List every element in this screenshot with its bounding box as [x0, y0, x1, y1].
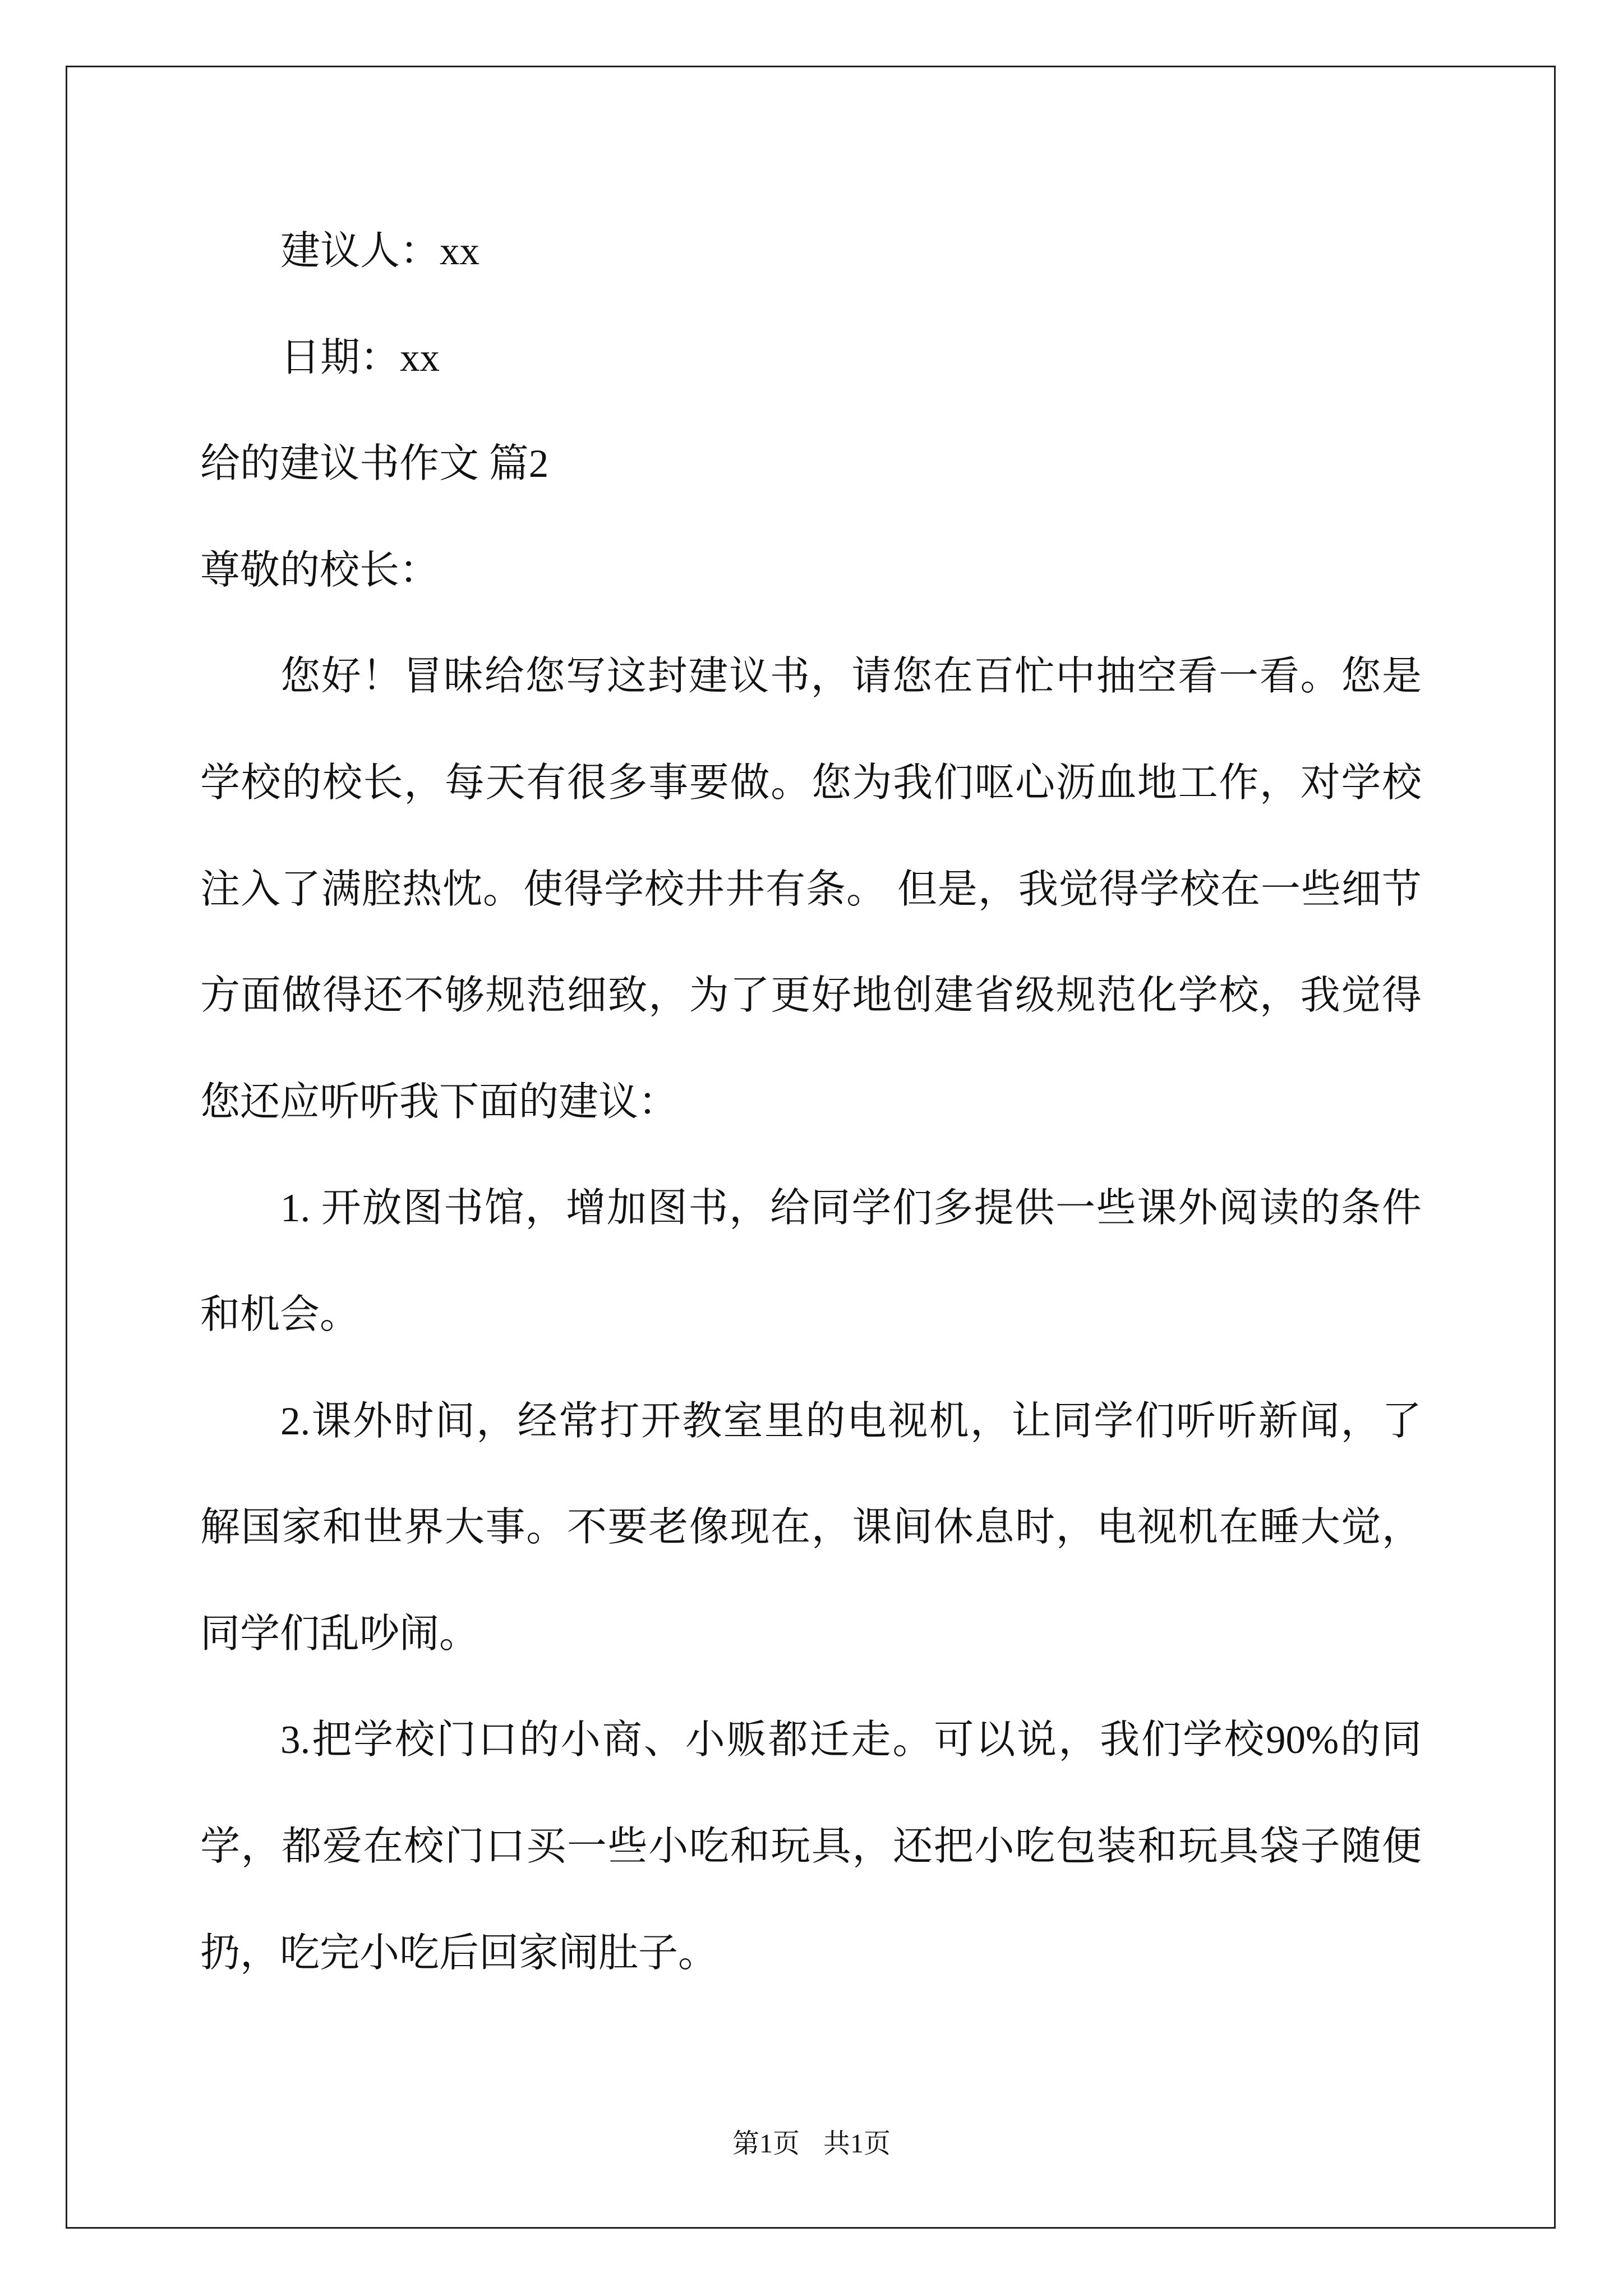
paragraph-suggestion-3 [200, 1687, 1422, 2007]
body-line: 方面做得还不够规范细致，为了更好地创建省级规范化学校，我觉得 [200, 974, 1422, 1018]
body-line: 和机会。 [200, 1292, 360, 1337]
body-line: 注入了满腔热忱。使得学校井井有条。 但是，我觉得学校在一些细节 [200, 867, 1422, 912]
page-number: 第1页 [732, 2129, 800, 2159]
document-body [200, 199, 1422, 2007]
body-line: 3.把学校门口的小商、小贩都迁走。可以说，我们学校90%的同 [280, 1718, 1422, 1763]
salutation: 尊敬的校长： [200, 548, 440, 592]
body-line: 您好！冒昧给您写这封建议书，请您在百忙中抽空看一看。您是 [280, 655, 1422, 699]
body-line: 您还应听听我下面的建议： [200, 1080, 679, 1124]
body-line: 2.课外时间，经常打开教室里的电视机，让同学们听听新闻，了 [280, 1399, 1422, 1443]
body-line: 学校的校长，每天有很多事要做。您为我们呕心沥血地工作，对学校 [200, 761, 1422, 805]
page-total: 共1页 [823, 2129, 891, 2159]
date-line: 日期：xx [280, 335, 440, 380]
body-line: 1. 开放图书馆，增加图书，给同学们多提供一些课外阅读的条件 [280, 1186, 1422, 1231]
signer-line: 建议人：xx [280, 229, 480, 273]
section-heading: 给的建议书作文 篇2 [200, 442, 549, 486]
body-line: 扔，吃完小吃后回家闹肚子。 [200, 1931, 718, 1975]
body-line: 同学们乱吵闹。 [200, 1612, 479, 1656]
paragraph-opening [200, 624, 1422, 1156]
paragraph-suggestion-2 [200, 1369, 1422, 1688]
paragraph-suggestion-1 [200, 1156, 1422, 1368]
page-footer [0, 2127, 1623, 2161]
body-line: 解国家和世界大事。不要老像现在，课间休息时，电视机在睡大觉， [200, 1506, 1422, 1550]
body-line: 学，都爱在校门口买一些小吃和玩具，还把小吃包装和玩具袋子随便 [200, 1824, 1422, 1869]
